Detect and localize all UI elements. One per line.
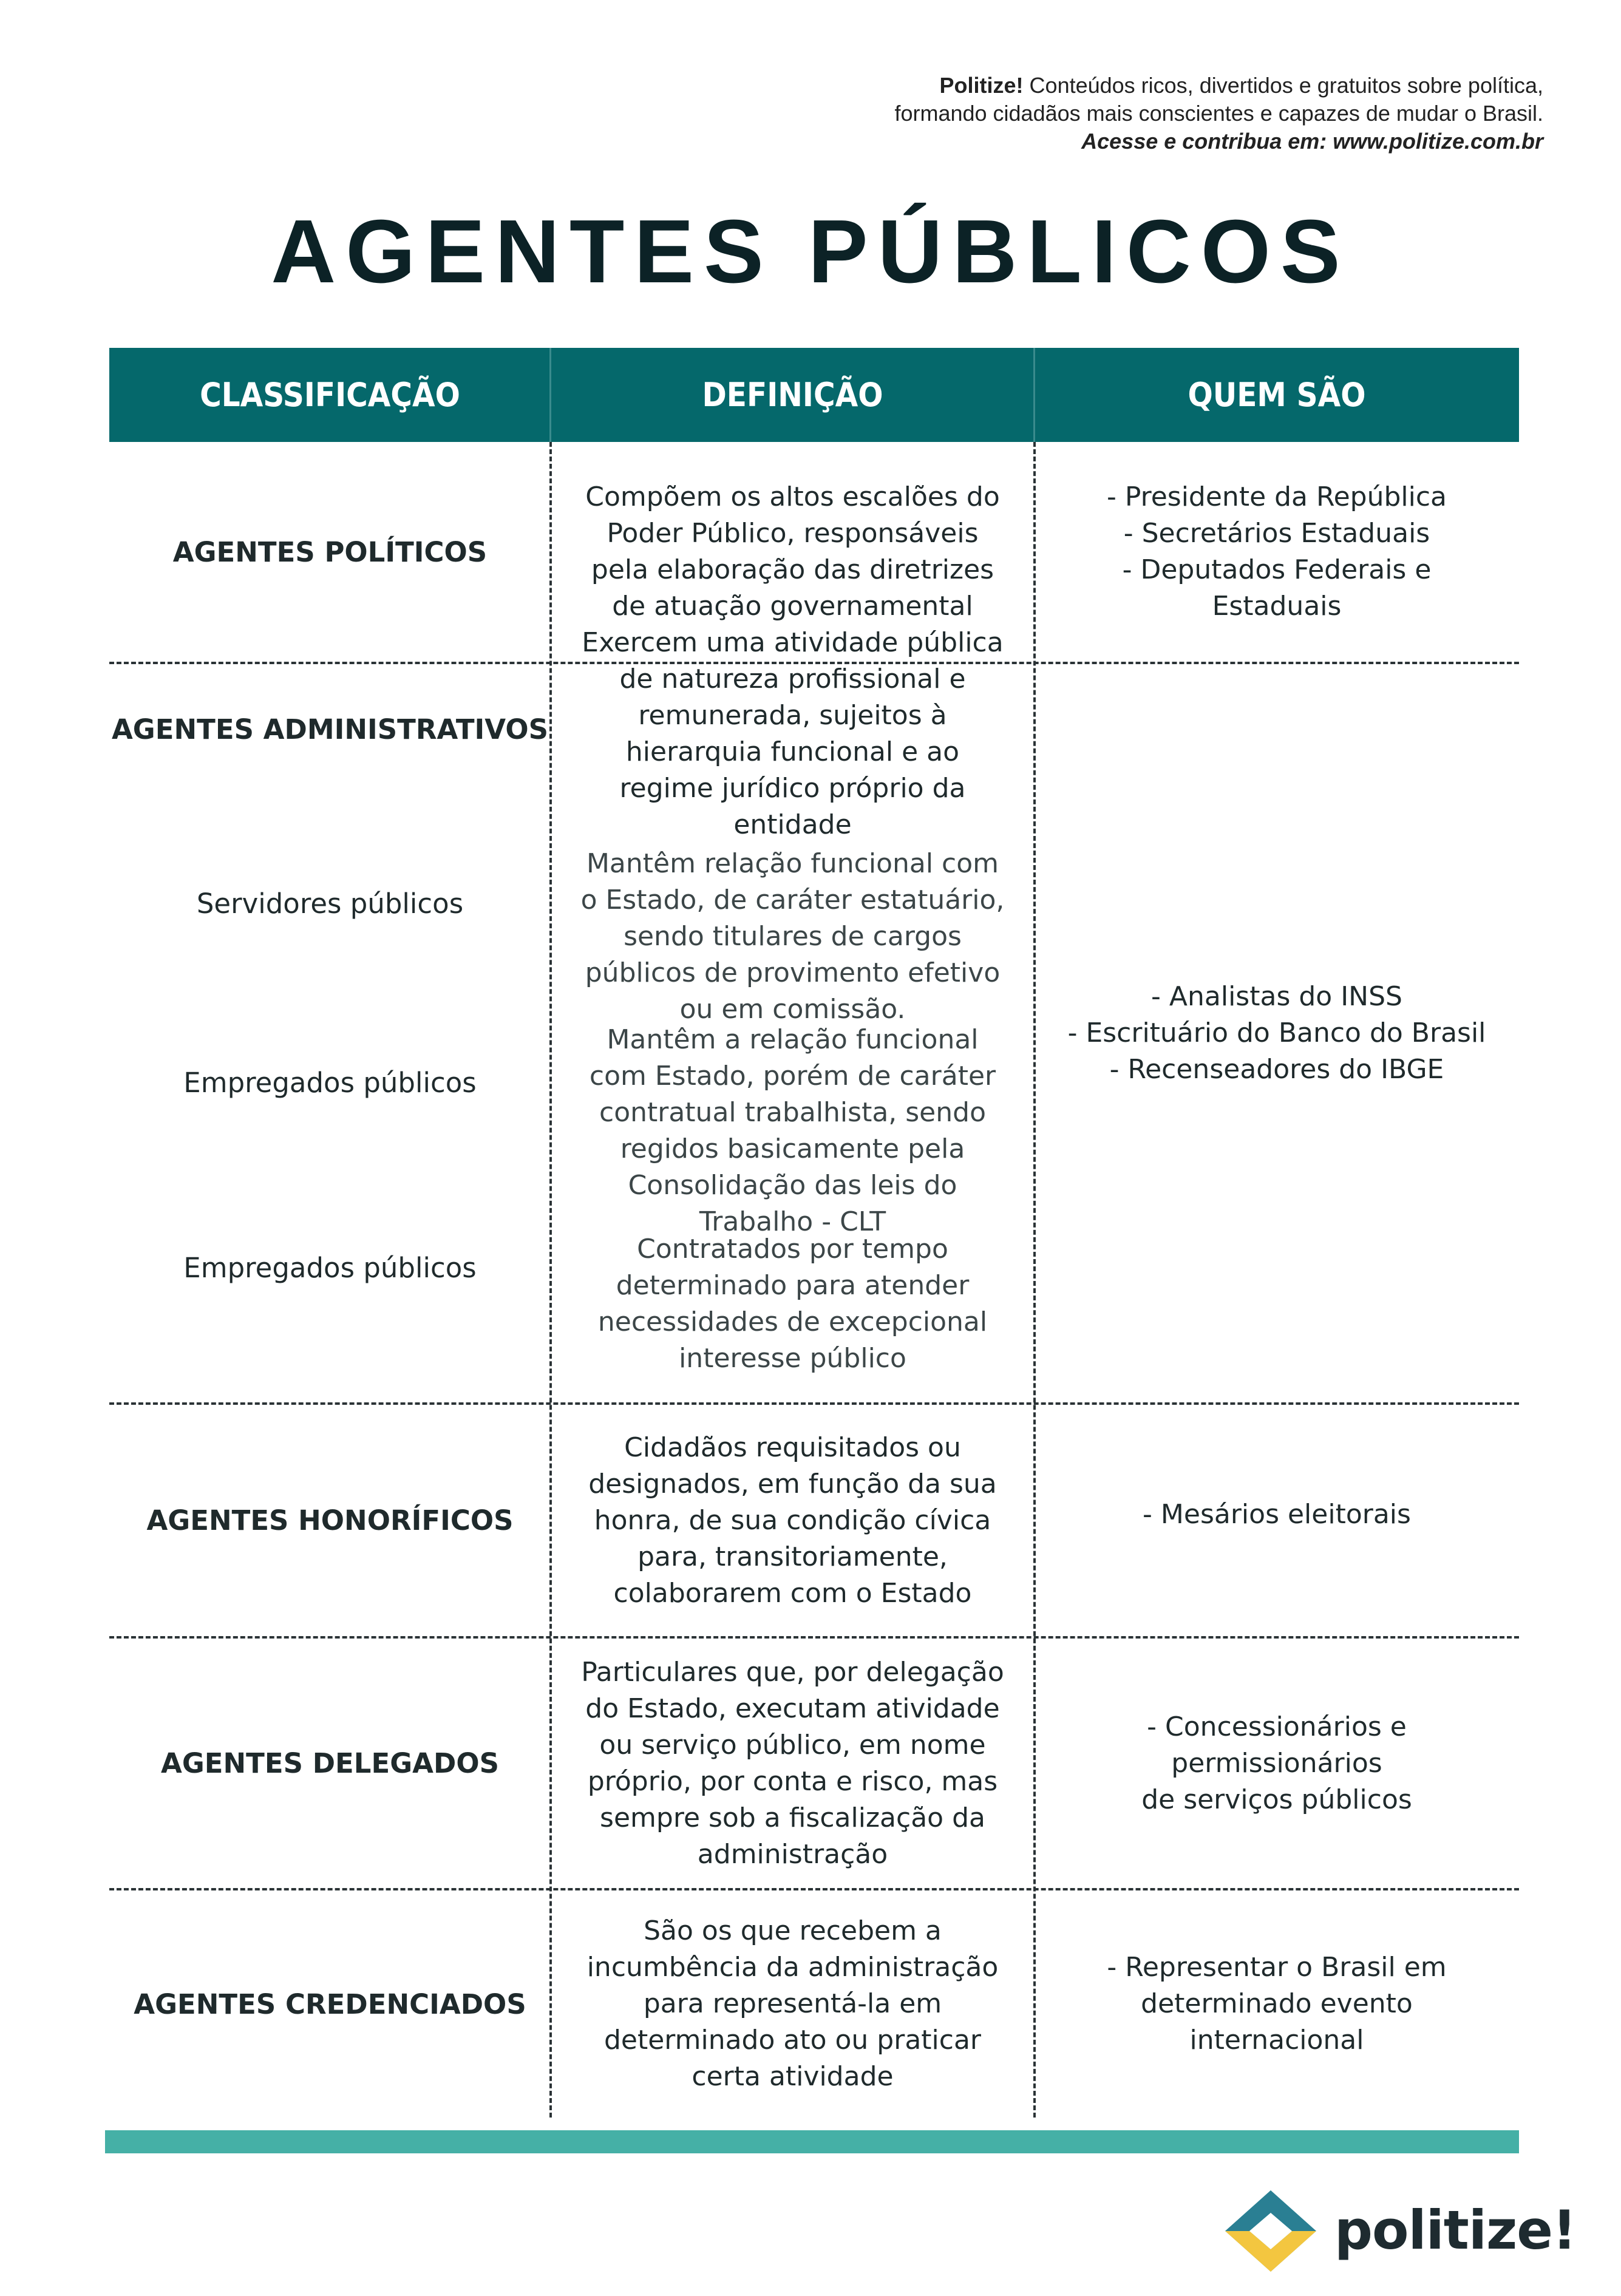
- sub-label-servidores: Servidores públicos: [196, 887, 464, 920]
- logo-wordmark: politize!: [1334, 2199, 1577, 2261]
- sub-definition-servidores: Mantêm relação funcional com o Estado, de caráter estatuário, sendo titulares de cargos públicos de provimento efetivo ou em comissão.: [580, 848, 1005, 1025]
- definition-politicos: Compõem os altos escalões do Poder Público, responsáveis pela elaboração das diretrizes de atuação governamental: [585, 481, 1000, 622]
- page-title: AGENTES PÚBLICOS: [271, 202, 1350, 302]
- tagline-line2: formando cidadãos mais conscientes e capazes de mudar o Brasil.: [894, 101, 1543, 126]
- sub-label-temporarios: Empregados públicos: [183, 1251, 477, 1284]
- classification-credenciados: AGENTES CREDENCIADOS: [134, 1988, 526, 2020]
- definition-honorificos: Cidadãos requisitados ou designados, em função da sua honra, de sua condição cívica para, transitoriamente, colaborarem com o Estado: [588, 1432, 997, 1609]
- classification-delegados: AGENTES DELEGADOS: [161, 1747, 499, 1779]
- classification-politicos: AGENTES POLÍTICOS: [172, 535, 488, 568]
- table-header: [109, 348, 1519, 442]
- politize-logo-icon: [1219, 2186, 1322, 2277]
- definition-administrativos: Exercem uma atividade pública de natureza profissional e remunerada, sujeitos à hierarquia funcional e ao regime jurídico próprio da entidade: [582, 627, 1004, 840]
- tagline: [693, 72, 1543, 155]
- column-header-who: QUEM SÃO: [1188, 376, 1366, 414]
- tagline-brand: Politize!: [939, 73, 1024, 98]
- who-credenciados: - Representar o Brasil em determinado evento internacional: [1107, 1952, 1447, 2056]
- who-delegados: - Concessionários e permissionários de serviços públicos: [1141, 1711, 1412, 1815]
- who-politicos: - Presidente da República - Secretários Estaduais - Deputados Federais e Estaduais: [1106, 481, 1447, 622]
- column-header-definition: DEFINIÇÃO: [702, 376, 883, 414]
- classification-honorificos: AGENTES HONORÍFICOS: [146, 1504, 514, 1537]
- definition-credenciados: São os que recebem a incumbência da administração para representá-la em determinado ato ou praticar certa atividade: [586, 1915, 999, 2092]
- sub-definition-empregados: Mantêm a relação funcional com Estado, porém de caráter contratual trabalhista, sendo regidos basicamente pela Consolidação das leis do Trabalho - CLT: [589, 1024, 996, 1237]
- sub-definition-temporarios: Contratados por tempo determinado para atender necessidades de excepcional interesse público: [597, 1234, 988, 1374]
- tagline-line1: Conteúdos ricos, divertidos e gratuitos sobre política,: [1029, 73, 1543, 98]
- definition-delegados: Particulares que, por delegação do Estado, executam atividade ou serviço público, em nome próprio, por conta e risco, mas sempre sob a fiscalização da administração: [581, 1656, 1004, 1870]
- column-header-classification: CLASSIFICAÇÃO: [200, 376, 460, 414]
- who-administrativos: - Analistas do INSS - Escrituário do Banco do Brasil - Recenseadores do IBGE: [1067, 981, 1486, 1085]
- header-divider: [1033, 348, 1035, 442]
- agents-table: [109, 348, 1519, 2118]
- politize-logo: [1219, 2186, 1577, 2277]
- classification-administrativos: AGENTES ADMINISTRATIVOS: [111, 713, 548, 746]
- website-link[interactable]: Acesse e contribua em: www.politize.com.br: [1081, 129, 1543, 154]
- who-honorificos: - Mesários eleitorais: [1143, 1498, 1411, 1530]
- footer-bar: [105, 2130, 1519, 2153]
- header-divider: [549, 348, 551, 442]
- sub-label-empregados: Empregados públicos: [183, 1066, 477, 1099]
